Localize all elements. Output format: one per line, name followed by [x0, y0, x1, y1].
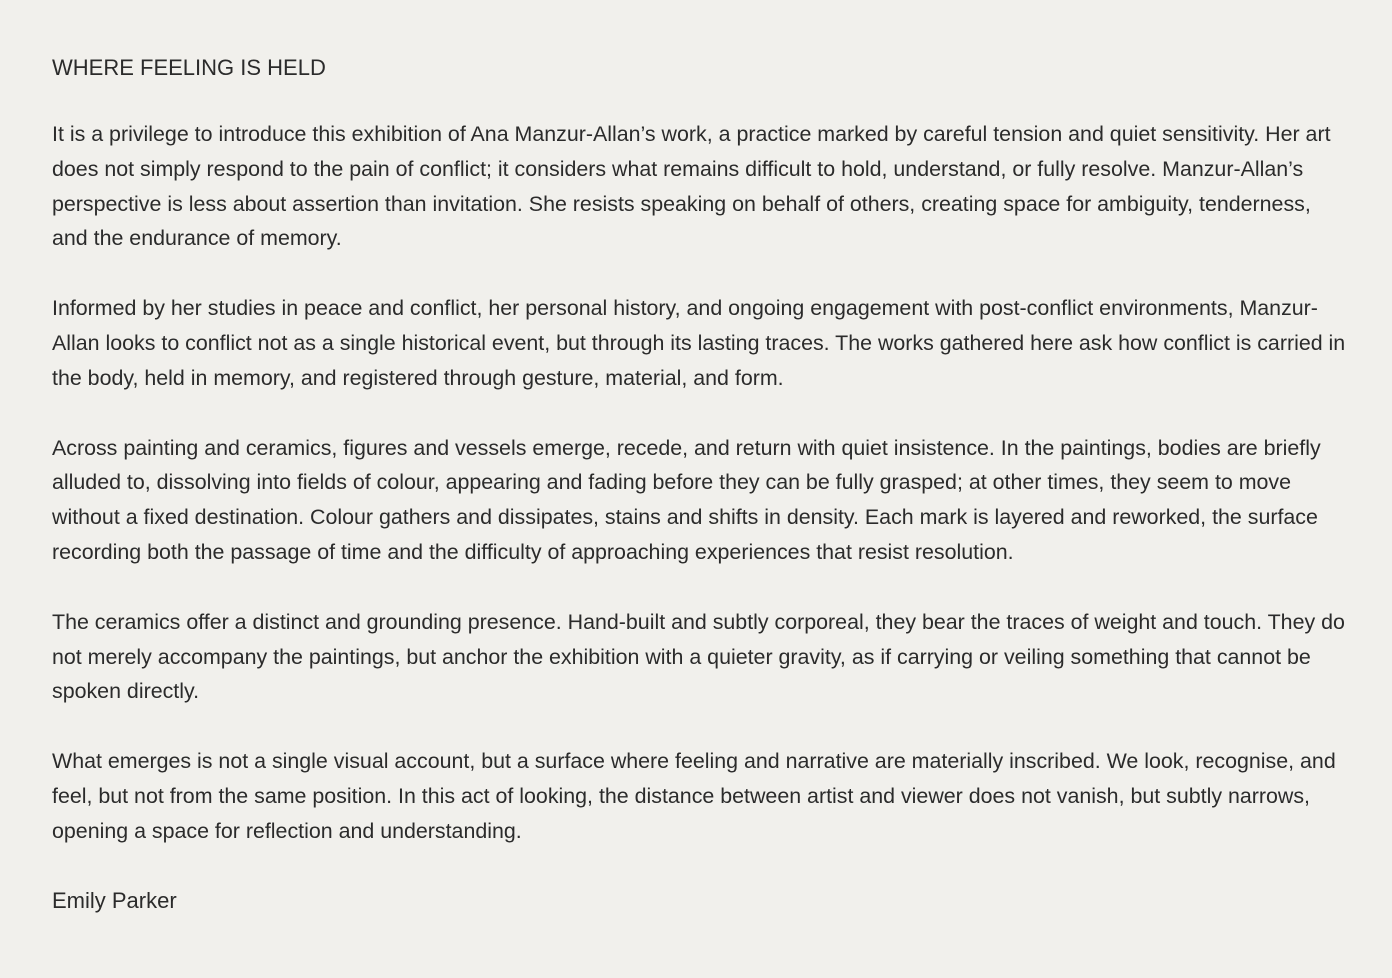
document-title: WHERE FEELING IS HELD	[52, 55, 326, 80]
paragraph-ceramics: The ceramics offer a distinct and grounding presence. Hand-built and subtly corporeal, they bear the traces of weight and touch. They do not merely accompany the paintings, but anchor the exhibition with a quieter gravity, as if carrying or veiling something that cannot be spoken directly.	[52, 609, 1345, 704]
paragraph-context: Informed by her studies in peace and conflict, her personal history, and ongoing engagement with post-conflict environments, Manzur-Allan looks to conflict not as a single historical event, but through its lasting traces. The works gathered here ask how conflict is carried in the body, held in memory, and registered through gesture, material, and form.	[52, 296, 1346, 390]
paragraph-paintings: Across painting and ceramics, figures and vessels emerge, recede, and return with quiet insistence. In the paintings, bodies are briefly alluded to, dissolving into fields of colour, appearing and fading before they can be fully grasped; at other times, they seem to move without a fixed destination. Colour gathers and dissipates, stains and shifts in density. Each mark is layered and reworked, the surface recording both the passage of time and the difficulty of approaching experiences that resist resolution.	[52, 435, 1321, 564]
paragraph-introduction: It is a privilege to introduce this exhibition of Ana Manzur-Allan’s work, a practice marked by careful tension and quiet sensitivity. Her art does not simply respond to the pain of conflict; it considers what remains difficult to hold, understand, or fully resolve. Manzur-Allan’s perspective is less about assertion than invitation. She resists speaking on behalf of others, creating space for ambiguity, tenderness, and the endurance of memory.	[52, 122, 1331, 251]
paragraph-conclusion: What emerges is not a single visual account, but a surface where feeling and narrative are materially inscribed. We look, recognise, and feel, but not from the same position. In this act of looking, the distance between artist and viewer does not vanish, but subtly narrows, opening a space for reflection and understanding.	[52, 749, 1336, 843]
author-signature: Emily Parker	[52, 887, 177, 913]
